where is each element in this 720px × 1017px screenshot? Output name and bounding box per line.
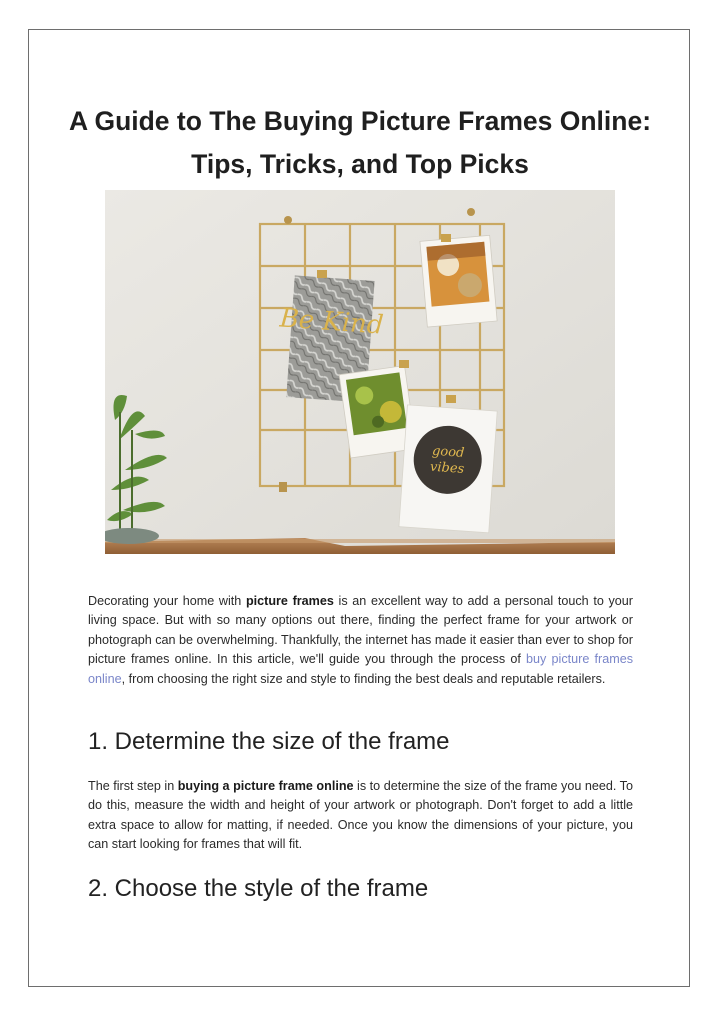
intro-paragraph: Decorating your home with picture frames is an excellent way to add a personal touch to your living space. But with so many options out there, finding the perfect frame for your artwork or photograph can be overwhelming. Thankfully, the internet has made it easier than ever to shop for picture frames online. In this article, we'll guide you through the process of buy picture frames online, from choosing the right size and style to finding the best deals and reputable retailers.: [88, 594, 633, 686]
svg-text:vibes: vibes: [429, 459, 465, 477]
food-polaroid: [420, 235, 497, 327]
svg-text:good: good: [431, 443, 465, 461]
section-heading-size: 1. Determine the size of the frame: [88, 728, 450, 755]
wall-hook: [467, 208, 475, 216]
section-heading-style: 2. Choose the style of the frame: [88, 875, 429, 902]
wall-hook: [284, 216, 292, 224]
size-paragraph: The first step in buying a picture frame online is to determine the size of the frame you need. To do this, measure the width and height of your artwork or photograph. Don't forget to add a little extra space to allow for matting, if needed. Once you know the dimensions of your picture, you can start looking for frames that will fit.: [88, 779, 633, 852]
page-title: A Guide to The Buying Picture Frames Online: Tips, Tricks, and Top Picks: [68, 106, 652, 179]
good-vibes-card: [399, 405, 497, 533]
bold-keyword: buying a picture frame online: [177, 779, 354, 793]
hero-image: [105, 190, 615, 554]
bold-keyword: picture frames: [245, 594, 334, 608]
buy-picture-frames-link[interactable]: buy picture frames online: [88, 652, 633, 686]
svg-text:Be Kind: Be Kind: [278, 303, 385, 341]
